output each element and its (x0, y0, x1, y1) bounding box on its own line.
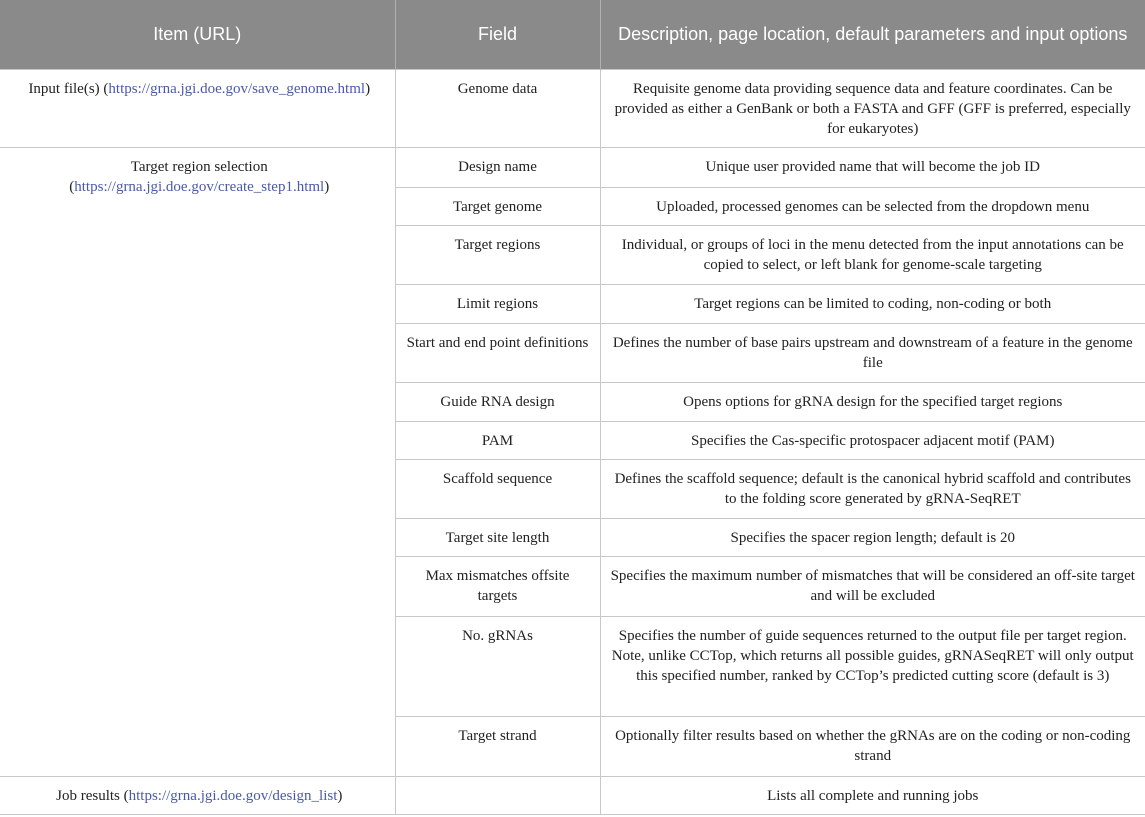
item-cell: Job results (https://grna.jgi.doe.gov/design_list) (0, 776, 395, 814)
field-cell: Target site length (395, 518, 600, 556)
description-cell: Opens options for gRNA design for the specified target regions (600, 382, 1145, 421)
field-cell: Limit regions (395, 284, 600, 323)
header-item: Item (URL) (0, 0, 395, 69)
field-cell: Guide RNA design (395, 382, 600, 421)
description-cell: Defines the scaffold sequence; default is the canonical hybrid scaffold and contributes to the folding score generated by gRNA-SeqRET (600, 459, 1145, 518)
description-cell: Specifies the number of guide sequences returned to the output file per target region. Note, unlike CCTop, which returns all possible guides, gRNASeqRET will only output this specified number, ranked by CCTop’s predicted cutting score (default is 3) (600, 616, 1145, 716)
header-description: Description, page location, default parameters and input options (600, 0, 1145, 69)
description-cell: Specifies the maximum number of mismatches that will be considered an off-site target and will be excluded (600, 556, 1145, 616)
header-field: Field (395, 0, 600, 69)
table-row (0, 69, 1145, 147)
item-label: Input file(s) (28, 80, 100, 97)
description-cell: Target regions can be limited to coding, non-coding or both (600, 284, 1145, 323)
table-row (0, 147, 1145, 187)
item-url-link[interactable]: https://grna.jgi.doe.gov/design_list (128, 787, 338, 804)
description-cell: Specifies the Cas-specific protospacer adjacent motif (PAM) (600, 421, 1145, 459)
field-cell: Start and end point definitions (395, 323, 600, 382)
description-cell: Lists all complete and running jobs (600, 776, 1145, 814)
field-cell: Max mismatches offsite targets (395, 556, 600, 616)
item-url-link[interactable]: https://grna.jgi.doe.gov/create_step1.html (74, 178, 325, 195)
description-cell: Unique user provided name that will become the job ID (600, 147, 1145, 187)
description-cell: Requisite genome data providing sequence data and feature coordinates. Can be provided as either a GenBank or both a FASTA and GFF (GFF is preferred, especially for eukaryotes) (600, 69, 1145, 147)
field-cell: PAM (395, 421, 600, 459)
field-cell: No. gRNAs (395, 616, 600, 716)
item-label: Job results (56, 787, 120, 804)
header-row (0, 0, 1145, 69)
field-cell: Scaffold sequence (395, 459, 600, 518)
field-cell: Genome data (395, 69, 600, 147)
description-cell: Specifies the spacer region length; default is 20 (600, 518, 1145, 556)
description-cell: Optionally filter results based on whether the gRNAs are on the coding or non-coding strand (600, 716, 1145, 776)
description-cell: Defines the number of base pairs upstream and downstream of a feature in the genome file (600, 323, 1145, 382)
item-label: Target region selection (130, 158, 268, 175)
field-cell: Target genome (395, 187, 600, 225)
description-cell: Individual, or groups of loci in the menu detected from the input annotations can be copied to select, or left blank for genome-scale targeting (600, 225, 1145, 284)
field-cell: Design name (395, 147, 600, 187)
item-url-link[interactable]: https://grna.jgi.doe.gov/save_genome.html (108, 80, 366, 97)
item-cell: Target region selection (https://grna.jgi.doe.gov/create_step1.html) (0, 147, 395, 776)
item-cell: Input file(s) (https://grna.jgi.doe.gov/save_genome.html) (0, 69, 395, 147)
field-cell: Target strand (395, 716, 600, 776)
description-cell: Uploaded, processed genomes can be selected from the dropdown menu (600, 187, 1145, 225)
table-row (0, 776, 1145, 814)
field-cell (395, 776, 600, 814)
field-cell: Target regions (395, 225, 600, 284)
